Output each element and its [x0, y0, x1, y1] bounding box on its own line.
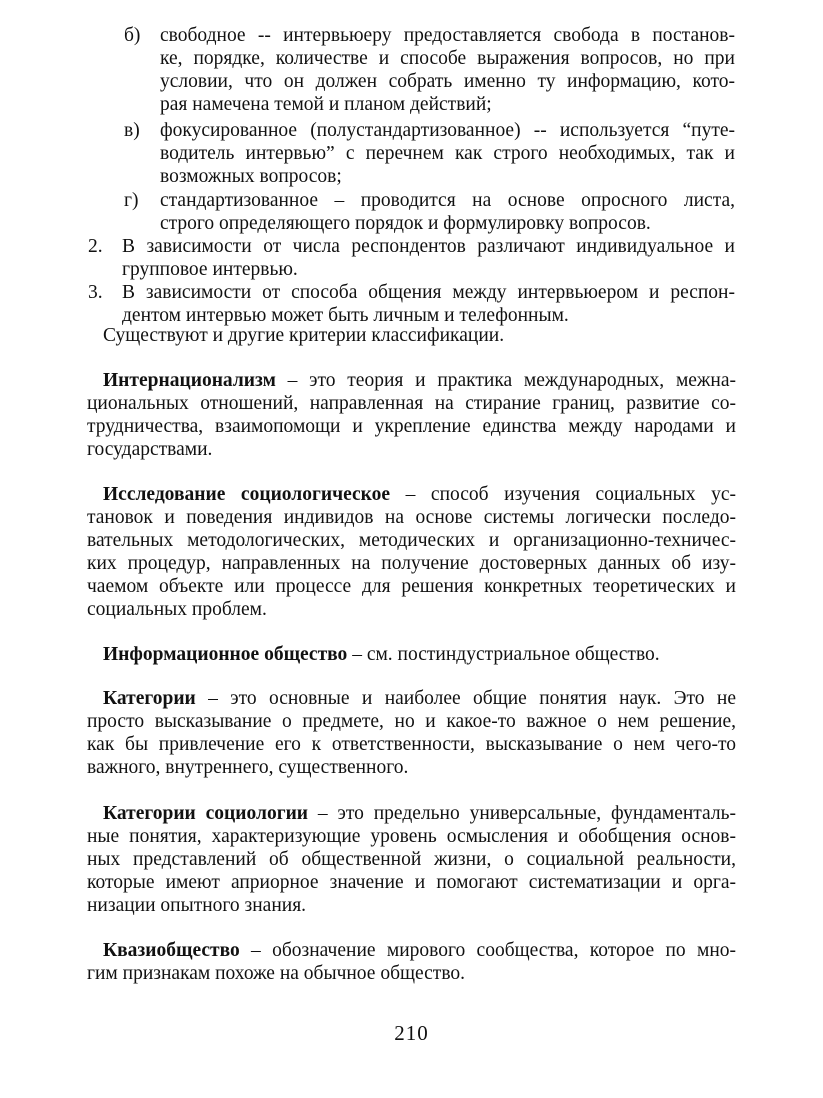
entry-categories-line-3: как бы привлечение его к ответственности, высказывание о нем чего-то: [87, 734, 736, 755]
definition-quasi-society-start: – обозначение мирового сообщества, которое по мно-: [239, 940, 736, 961]
term-internationalism: Интернационализм: [103, 370, 276, 391]
list-item-b-line-3: условии, что он должен собрать именно ту информацию, кото-: [160, 71, 735, 92]
entry-internationalism-line-4: государствами.: [87, 439, 213, 460]
definition-information-society: – см. постиндустриальное общество.: [347, 644, 660, 665]
entry-sociology-categories-first-line: [103, 803, 736, 825]
term-categories: Категории: [103, 688, 196, 709]
term-quasi-society: Квазиобщество: [103, 940, 240, 961]
entry-internationalism-first-line: [103, 370, 736, 392]
list-marker-b: б): [124, 25, 141, 46]
entry-internationalism-line-3: трудничества, взаимопомощи и укрепление единства между народами и: [87, 416, 736, 437]
entry-quasi-society-line-2: гим признакам похоже на обычное общество.: [87, 963, 466, 984]
entry-research-line-5: чаемом объекте или процессе для решения конкретных теоретических и: [87, 576, 736, 597]
entry-internationalism-line-2: циональных отношений, направленная на стирание границ, развитие со-: [87, 393, 736, 414]
list-item-b-line-4: рая намечена темой и планом действий;: [160, 94, 492, 115]
entry-sociology-categories-line-2: ные понятия, характеризующие уровень осмысления и обобщения основ-: [87, 826, 736, 847]
numbered-marker-3: 3.: [88, 282, 103, 303]
numbered-item-3-line-1: В зависимости от способа общения между интервьюером и респон-: [122, 282, 735, 303]
entry-research-first-line: [103, 484, 736, 506]
list-item-v-line-2: водитель интервью” с перечнем как строго необходимых, так и: [160, 143, 735, 164]
closing-line: Существуют и другие критерии классификации.: [103, 325, 505, 346]
list-item-v-line-1: фокусированное (полустандартизованное) -- используется “путе-: [160, 120, 735, 141]
entry-categories-line-4: важного, внутреннего, существенного.: [87, 757, 409, 778]
entry-research-line-6: социальных проблем.: [87, 599, 267, 620]
definition-research-start: – способ изучения социальных ус-: [390, 484, 736, 505]
list-item-b-line-1: свободное -- интервьюеру предоставляется свобода в постанов-: [160, 25, 735, 46]
definition-sociology-categories-start: – это предельно универсальные, фундаменталь-: [308, 803, 736, 824]
definition-internationalism-start: – это теория и практика международных, межна-: [275, 370, 736, 391]
definition-categories-start: – это основные и наиболее общие понятия наук. Это не: [195, 688, 736, 709]
entry-sociology-categories-line-4: которые имеют априорное значение и помогают систематизации и орга-: [87, 872, 736, 893]
list-item-g-line-1: стандартизованное – проводится на основе опросного листа,: [160, 190, 735, 211]
entry-sociology-categories-line-3: ных представлений об общественной жизни, о социальной реальности,: [87, 849, 736, 870]
entry-categories-line-2: просто высказывание о предмете, но и какое-то важное о нем решение,: [87, 711, 736, 732]
entry-sociology-categories-line-5: низации опытного знания.: [87, 895, 307, 916]
page-number: 210: [394, 1021, 429, 1045]
numbered-marker-2: 2.: [88, 236, 103, 257]
list-item-v-line-3: возможных вопросов;: [160, 166, 342, 187]
numbered-item-2-line-1: В зависимости от числа респондентов различают индивидуальное и: [122, 236, 735, 257]
list-item-b-line-2: ке, порядке, количестве и способе выражения вопросов, но при: [160, 48, 735, 69]
entry-research-line-3: вательных методологических, методических и организационно-техничес-: [87, 530, 736, 551]
term-information-society: Информационное общество: [103, 644, 348, 665]
numbered-item-2-line-2: групповое интервью.: [122, 259, 298, 280]
list-item-g-line-2: строго определяющего порядок и формулировку вопросов.: [160, 213, 651, 234]
entry-information-society: [103, 644, 660, 666]
numbered-item-3-line-2: дентом интервью может быть личным и телефонным.: [122, 305, 569, 326]
entry-research-line-4: ких процедур, направленных на получение достоверных данных об изу-: [87, 553, 736, 574]
list-marker-v: в): [124, 120, 140, 141]
entry-quasi-society-first-line: [103, 940, 736, 962]
term-research: Исследование социологическое: [103, 484, 391, 505]
list-marker-g: г): [124, 190, 139, 211]
entry-research-line-2: тановок и поведения индивидов на основе системы логически последо-: [87, 507, 736, 528]
entry-categories-first-line: [103, 688, 736, 710]
term-sociology-categories: Категории социологии: [103, 803, 309, 824]
